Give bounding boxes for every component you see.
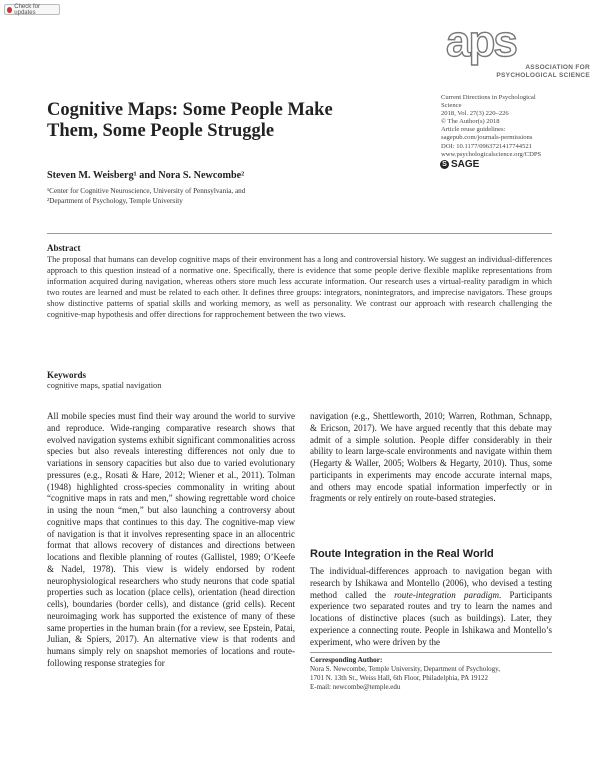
- journal-info-line: Current Directions in Psychological: [441, 94, 536, 101]
- keywords-text: cognitive maps, spatial navigation: [47, 381, 162, 390]
- route-text-emphasis: route-integration paradigm: [394, 589, 500, 600]
- journal-info-line: Article reuse guidelines:: [441, 126, 506, 134]
- journal-info-line: Science: [441, 102, 462, 110]
- journal-info-line: DOI: 10.1177/0963721417744521: [441, 142, 532, 150]
- journal-info-line: 2018, Vol. 27(3) 220–226: [441, 110, 509, 118]
- journal-info-line: © The Author(s) 2018: [441, 118, 500, 126]
- check-icon: [7, 7, 12, 13]
- route-text-part-a: The individual-differences approach to navigation began with research by Ishikawa and Montello (2006), who devised a testing method called the: [310, 566, 552, 600]
- title-line-1: Cognitive Maps: Some People Make: [47, 100, 333, 120]
- aps-logo-line2: PSYCHOLOGICAL SCIENCE: [496, 71, 590, 79]
- title-line-2: Them, Some People Struggle: [47, 121, 275, 141]
- journal-info-line[interactable]: sagepub.com/journals-permissions: [441, 134, 533, 142]
- corresponding-author-info: [310, 665, 552, 691]
- journal-info-line[interactable]: www.psychologicalscience.org/CDPS: [441, 150, 542, 158]
- abstract-text: The proposal that humans can develop cognitive maps of their environment has a long and controversial history. We suggest an individual-differences approach to this question instead of a normative one. Specifically, there is evidence that some people derive flexible maplike representations from information acquired during navigation, whereas others store much less accurate information. Our research uses a virtual-reality paradigm in which two routes are learned and must be related to each other. It defines three groups: integrators, nonintegrators, and imprecise navigators. These groups show distinctive patterns of spatial skills and working memory, as well as personality. We contrast our approach with research challenging the cognitive-map hypothesis and offer directions for rapprochement between the two views.: [47, 255, 552, 320]
- check-for-updates-badge[interactable]: [4, 4, 60, 15]
- affiliations: [47, 186, 245, 206]
- section-heading: Route Integration in the Real World: [310, 548, 494, 560]
- body-column-right: navigation (e.g., Shettleworth, 2010; Warren, Rothman, Schnapp, & Ericson, 2017). We have argued recently that this debate may admit of a simple solution. People differ considerably in their ability to learn large-scale environments and navigate within them (Hegarty & Waller, 2005; Wolbers & Hegarty, 2010). Thus, some participants in experiments may encode accurate internal maps, and others may encode spatial information imperfectly or in fragments or rely entirely on route-based strategies.: [310, 411, 552, 504]
- corr-line: Nora S. Newcombe, Temple University, Department of Psychology,: [310, 665, 500, 673]
- aps-logo-subtitle: [470, 64, 590, 79]
- divider: [47, 233, 552, 234]
- sage-label: SAGE: [451, 159, 480, 170]
- corr-line: 1701 N. 13th St., Weiss Hall, 6th Floor, Philadelphia, PA 19122: [310, 673, 489, 682]
- corresponding-author-label: Corresponding Author:: [310, 656, 383, 664]
- aps-logo: aps: [446, 17, 516, 66]
- sage-logo: [440, 159, 479, 170]
- check-for-updates-label: Check for updates: [14, 3, 40, 16]
- corr-email[interactable]: E-mail: newcombe@temple.edu: [310, 682, 401, 691]
- sage-s-icon: S: [440, 160, 449, 169]
- abstract-heading: Abstract: [47, 243, 81, 253]
- footnote-divider: [310, 652, 552, 653]
- aps-logo-line1: ASSOCIATION FOR: [525, 64, 590, 71]
- journal-info: [441, 94, 591, 159]
- route-text-part-b: . Participants experience two separated routes and try to learn the names and locations of distinctive places (such as buildings). Later, they experience a connecting route. People in Ishikawa and Montello’s experiment, who were driven by the: [310, 589, 552, 647]
- affiliation-1: ¹Center for Cognitive Neuroscience, University of Pennsylvania, and: [47, 187, 246, 195]
- authors: Steven M. Weisberg¹ and Nora S. Newcombe²: [47, 170, 245, 181]
- article-title: [47, 100, 427, 142]
- body-column-left: All mobile species must find their way around the world to survive and reproduce. Wide-ranging comparative research shows that evolved navigation systems exhibit significant commonalities across species but also reveals interesting differences not only due to variations in sensory capacities but also due to varied evolutionary pressures (e.g., Rosati & Hare, 2012; Wiener et al., 2011). Tolman (1948) highlighted cross-species commonality in writing about “cognitive maps in rats and men,” showing regrettable word choice in using the noun “men,” but also launching a controversy about cognitive maps that continues to this day. The cognitive-map view of navigation is that it involves representing space in an allocentric format that allows recovery of distances and directions between locations and flexible planning of routes (Gallistel, 1989; O’Keefe & Nadel, 1978). This view is widely endorsed by rodent neurophysiological researchers who study neurons that code spatial properties such as location (place cells), orientation (head direction cells), boundaries (border cells), and distance (grid cells). Recent neuroimaging work has supported the existence of many of these same properties in the human brain (for a review, see Epstein, Patai, Julian, & Spiers, 2017). An alternative view is that rodents and humans simply rely on snapshot memories of locations and route-following response strategies for: [47, 411, 295, 668]
- route-integration-text: [310, 566, 552, 648]
- keywords-heading: Keywords: [47, 370, 86, 380]
- affiliation-2: ²Department of Psychology, Temple University: [47, 197, 183, 205]
